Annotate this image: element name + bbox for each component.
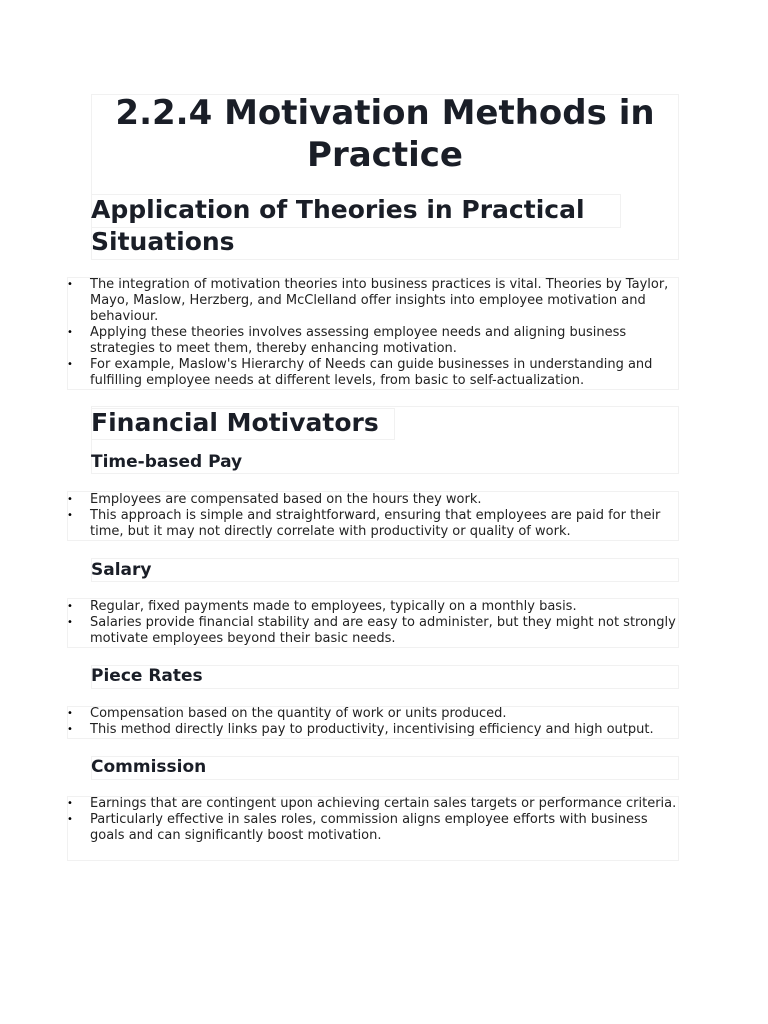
list-item (67, 796, 679, 812)
list-item (67, 812, 679, 844)
list-item-text: Applying these theories involves assessing employee needs and aligning business strategies to meet them, thereby enhancing motivation. (90, 325, 627, 356)
list-item (67, 615, 679, 647)
application-list (67, 277, 679, 389)
bullet-icon: • (67, 510, 73, 521)
application-heading: Application of Theories in Practical Situations (91, 195, 585, 256)
salary-list (67, 599, 679, 647)
list-item-text: The integration of motivation theories into business practices is vital. Theories by Taylor, Mayo, Maslow, Herzberg, and McClelland offer insights into employee motivation and behaviour. (90, 277, 669, 324)
list-item-text: This approach is simple and straightforward, ensuring that employees are paid for their time, but it may not directly correlate with productivity or quality of work. (90, 508, 661, 539)
list-item-text: Regular, fixed payments made to employees, typically on a monthly basis. (90, 599, 577, 614)
list-item (67, 722, 679, 738)
bullet-icon: • (67, 279, 73, 290)
commission-heading: Commission (91, 757, 207, 777)
list-item (67, 508, 679, 540)
list-item (67, 277, 679, 325)
bullet-icon: • (67, 617, 73, 628)
page-title: 2.2.4 Motivation Methods in Practice (115, 93, 655, 175)
list-item-text: Compensation based on the quantity of work or units produced. (90, 706, 507, 721)
salary-heading: Salary (91, 560, 152, 580)
commission-list (67, 796, 679, 844)
list-item (67, 706, 679, 722)
list-item (67, 599, 679, 615)
list-item-text: For example, Maslow's Hierarchy of Needs can guide businesses in understanding and fulfilling employee needs at different levels, from basic to self-actualization. (90, 357, 653, 388)
list-item (67, 325, 679, 357)
bullet-icon: • (67, 601, 73, 612)
list-item (67, 492, 679, 508)
list-item-text: Earnings that are contingent upon achieving certain sales targets or performance criteria. (90, 796, 677, 811)
time-based-heading: Time-based Pay (91, 452, 243, 472)
bullet-icon: • (67, 798, 73, 809)
bullet-icon: • (67, 814, 73, 825)
bullet-icon: • (67, 708, 73, 719)
time-based-list (67, 492, 679, 540)
bullet-icon: • (67, 494, 73, 505)
list-item-text: Employees are compensated based on the hours they work. (90, 492, 482, 507)
list-item-text: This method directly links pay to productivity, incentivising efficiency and high output. (90, 722, 654, 737)
bullet-icon: • (67, 724, 73, 735)
list-item (67, 357, 679, 389)
list-item-text: Particularly effective in sales roles, commission aligns employee efforts with business goals and can significantly boost motivation. (90, 812, 648, 843)
financial-heading: Financial Motivators (91, 408, 379, 437)
bullet-icon: • (67, 359, 73, 370)
salary-heading-box (91, 558, 679, 582)
piece-rates-heading: Piece Rates (91, 666, 203, 686)
bullet-icon: • (67, 327, 73, 338)
piece-rates-list (67, 706, 679, 738)
list-item-text: Salaries provide financial stability and are easy to administer, but they might not strongly motivate employees beyond their basic needs. (90, 615, 676, 646)
